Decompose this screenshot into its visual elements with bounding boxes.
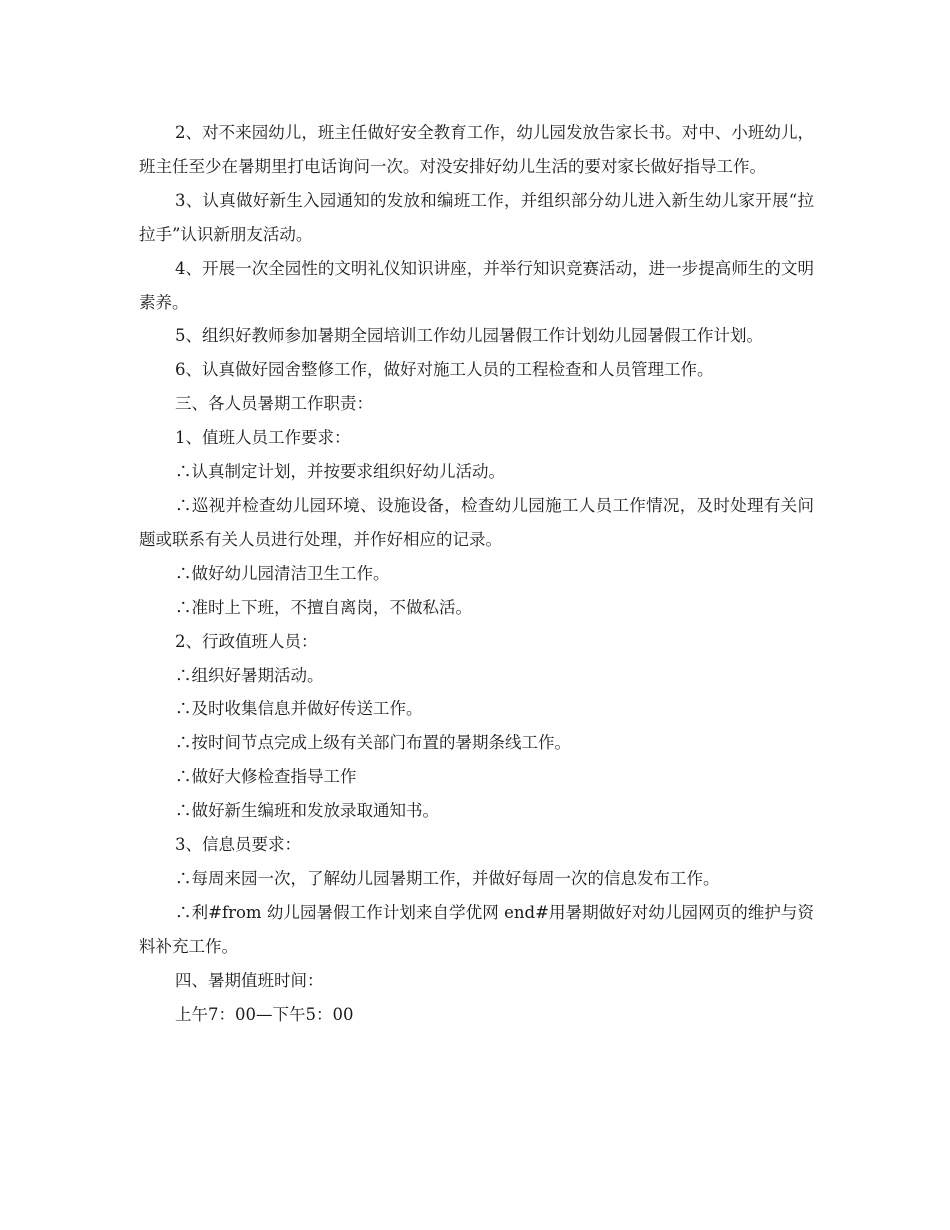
admin-staff-item: ∴做好大修检查指导工作: [175, 767, 357, 787]
admin-staff-item: ∴组织好暑期活动。: [175, 665, 324, 685]
paragraph-item-3: 3、认真做好新生入园通知的发放和编班工作，并组织部分幼儿进入新生幼儿家开展“拉拉手”认识新朋友活动。: [139, 190, 814, 244]
info-officer-item: ∴利#from 幼儿园暑假工作计划来自学优网 end#用暑期做好对幼儿园网页的维护与资料补充工作。: [139, 902, 814, 956]
section-heading-duties: 三、各人员暑期工作职责：: [175, 394, 373, 414]
info-officer-item: ∴每周来园一次，了解幼儿园暑期工作，并做好每周一次的信息发布工作。: [175, 868, 720, 888]
subheading-admin-staff: 2、行政值班人员：: [175, 631, 318, 651]
section-heading-duty-time: 四、暑期值班时间：: [175, 970, 324, 990]
duty-staff-item: ∴认真制定计划，并按要求组织好幼儿活动。: [175, 462, 505, 482]
duty-staff-item: ∴做好幼儿园清洁卫生工作。: [175, 563, 390, 583]
admin-staff-item: ∴按时间节点完成上级有关部门布置的暑期条线工作。: [175, 733, 571, 753]
duty-staff-item: ∴准时上下班，不擅自离岗，不做私活。: [175, 597, 472, 617]
admin-staff-item: ∴做好新生编班和发放录取通知书。: [175, 801, 439, 821]
paragraph-item-5: 5、组织好教师参加暑期全园培训工作幼儿园暑假工作计划幼儿园暑假工作计划。: [175, 326, 763, 346]
subheading-duty-staff: 1、值班人员工作要求：: [175, 428, 351, 448]
paragraph-item-6: 6、认真做好园舍整修工作，做好对施工人员的工程检查和人员管理工作。: [175, 360, 714, 380]
document-body: [139, 116, 814, 1031]
subheading-info-officer: 3、信息员要求：: [175, 835, 301, 855]
paragraph-item-4: 4、开展一次全园性的文明礼仪知识讲座，并举行知识竞赛活动，进一步提高师生的文明素养。: [139, 258, 814, 312]
paragraph-item-2: 2、对不来园幼儿，班主任做好安全教育工作，幼儿园发放告家长书。对中、小班幼儿，班主任至少在暑期里打电话询问一次。对没安排好幼儿生活的要对家长做好指导工作。: [139, 123, 814, 176]
duty-staff-item: ∴巡视并检查幼儿园环境、设施设备，检查幼儿园施工人员工作情况，及时处理有关问题或联系有关人员进行处理，并作好相应的记录。: [139, 495, 814, 549]
admin-staff-item: ∴及时收集信息并做好传送工作。: [175, 699, 423, 719]
duty-time-value: 上午7：00—下午5：00: [175, 1004, 354, 1024]
